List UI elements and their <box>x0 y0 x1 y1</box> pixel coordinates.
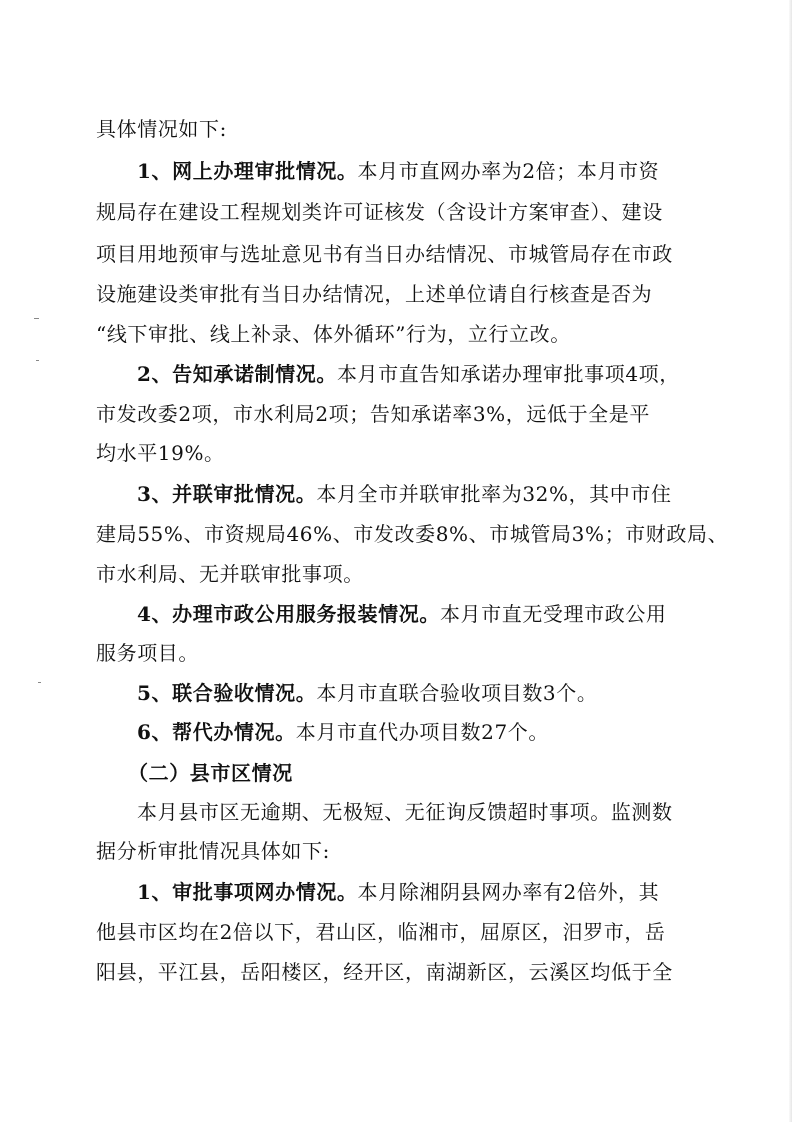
section-2-line-2: 据分析审批情况具体如下: <box>96 839 330 863</box>
item-5-heading: 联合验收情况。 <box>172 681 317 705</box>
county-item-1-text: 本月除湘阴县网办率有2倍外，其 <box>357 880 660 904</box>
item-2-text: 本月市直告知承诺办理审批事项4项， <box>336 362 680 386</box>
item-2-first-line <box>137 362 680 386</box>
county-item-1-line-3: 阳县，平江县，岳阳楼区，经开区，南湖新区，云溪区均低于全 <box>96 960 673 984</box>
item-3-number: 3、 <box>137 482 173 506</box>
item-1-number: 1、 <box>137 159 173 183</box>
item-1-text: 本月市直网办率为2倍；本月市资 <box>357 159 660 183</box>
scan-speck <box>38 682 41 683</box>
item-3-heading: 并联审批情况。 <box>172 482 317 506</box>
item-6-heading: 帮代办情况。 <box>172 720 296 744</box>
item-1-heading: 网上办理审批情况。 <box>172 159 358 183</box>
intro-text: 具体情况如下: <box>96 117 227 141</box>
scan-speck <box>34 318 39 319</box>
item-4-number: 4、 <box>137 602 173 626</box>
item-6-text: 本月市直代办项目数27个。 <box>295 720 549 744</box>
item-2-line-2: 市发改委2项，市水利局2项；告知承诺率3%，远低于全是平 <box>96 402 650 426</box>
item-4-text: 本月市直无受理市政公用 <box>439 602 667 626</box>
item-2-number: 2、 <box>137 362 173 386</box>
item-5-text: 本月市直联合验收项目数3个。 <box>316 681 598 705</box>
item-3-first-line <box>137 482 672 506</box>
item-1-line-5: “线下审批、线上补录、体外循环”行为，立行立改。 <box>96 322 571 346</box>
item-4-line-2: 服务项目。 <box>96 641 199 665</box>
item-5-number: 5、 <box>137 681 173 705</box>
item-3-line-2: 建局55%、市资规局46%、市发改委8%、市城管局3%；市财政局、 <box>96 522 729 546</box>
item-1-first-line <box>137 159 659 183</box>
item-6-line <box>137 720 549 744</box>
county-item-1-line-2: 他县市区均在2倍以下，君山区，临湘市，屈原区，汨罗市，岳 <box>96 920 666 944</box>
county-item-1-first-line <box>137 880 659 904</box>
section-2-title: （二）县市区情况 <box>128 761 293 785</box>
item-4-first-line <box>137 602 667 626</box>
item-1-line-4: 设施建设类审批有当日办结情况，上述单位请自行核查是否为 <box>96 282 653 306</box>
item-4-heading: 办理市政公用服务报装情况。 <box>172 602 440 626</box>
item-1-line-3: 项目用地预审与选址意见书有当日办结情况、市城管局存在市政 <box>96 242 673 266</box>
section-2-line-1: 本月县市区无逾期、无极短、无征询反馈超时事项。监测数 <box>137 800 673 824</box>
county-item-1-number: 1、 <box>137 880 173 904</box>
scan-speck <box>36 360 39 361</box>
item-2-line-3: 均水平19%。 <box>96 441 225 465</box>
item-2-heading: 告知承诺制情况。 <box>172 362 337 386</box>
item-6-number: 6、 <box>137 720 173 744</box>
item-3-text: 本月全市并联审批率为32%，其中市住 <box>316 482 672 506</box>
item-5-line <box>137 681 597 705</box>
item-1-line-2: 规局存在建设工程规划类许可证核发（含设计方案审查）、建设 <box>96 200 663 224</box>
item-3-line-3: 市水利局、无并联审批事项。 <box>96 562 364 586</box>
county-item-1-heading: 审批事项网办情况。 <box>172 880 358 904</box>
